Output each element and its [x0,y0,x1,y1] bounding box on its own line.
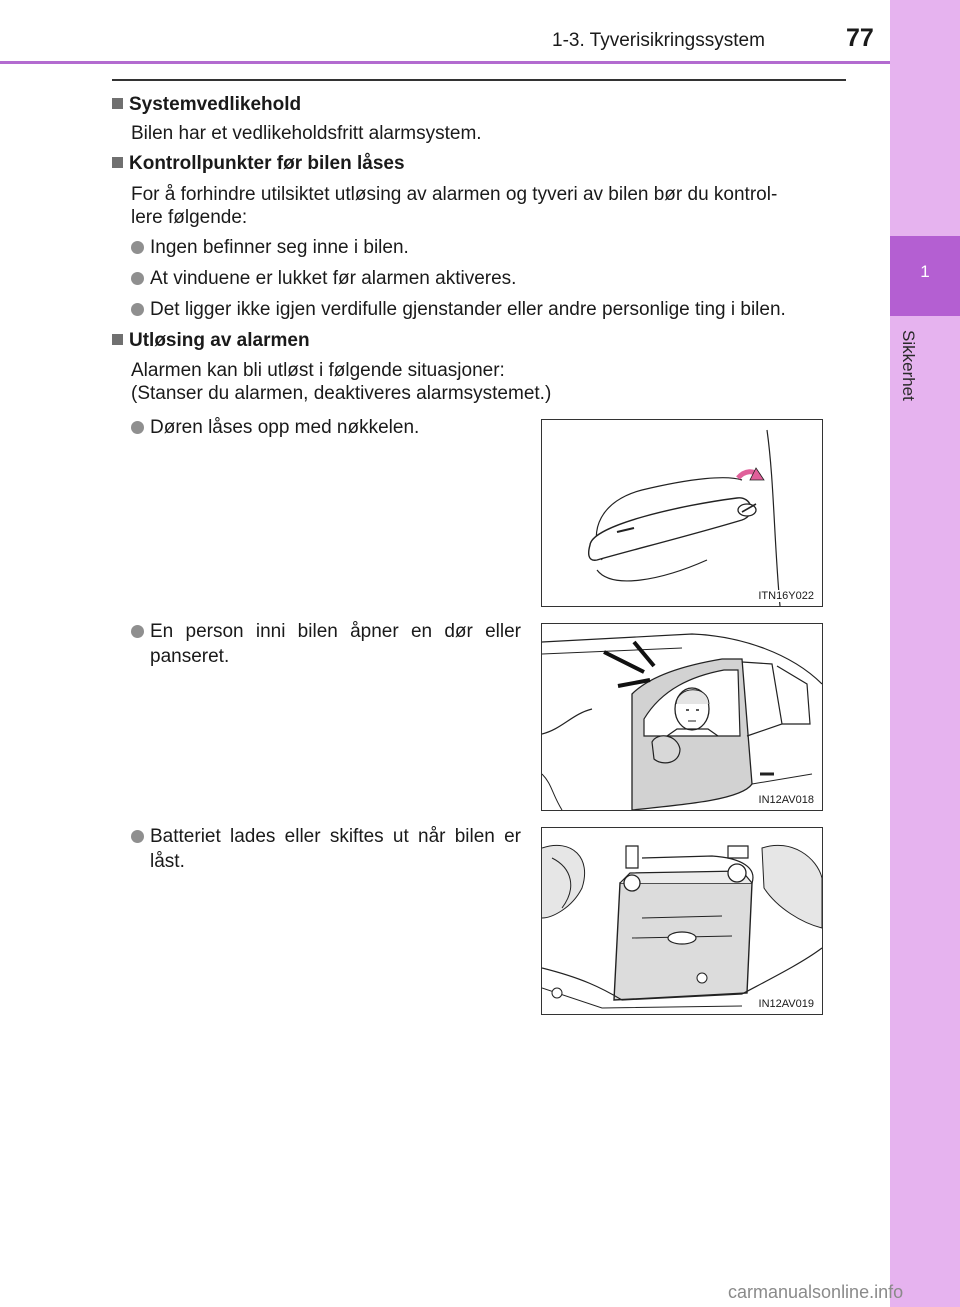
list-item [131,267,516,290]
square-bullet-icon [112,157,123,168]
figure-battery-engine-bay [541,827,823,1015]
square-bullet-icon [112,98,123,109]
figure-person-opening-door [541,623,823,811]
chapter-number: 1 [920,262,930,281]
list-item-text: Døren låses opp med nøkkelen. [150,417,420,438]
paragraph-line: lere følgende: [131,207,248,228]
paragraph: Bilen har et vedlikeholdsfritt alarmsystem. [131,123,482,144]
heading-kontrollpunkter [112,152,405,175]
list-item-text: Batteriet lades eller skiftes ut når bilen er [150,826,521,847]
list-item [131,620,521,643]
header-divider [0,61,890,64]
list-item-text: En person inni bilen åpner en dør eller [150,621,521,642]
heading-text: Systemvedlikehold [129,94,302,115]
list-item [131,825,521,848]
figure-code: IN12AV018 [758,794,814,806]
paragraph-line: Alarmen kan bli utløst i følgende situasjoner: [131,360,505,381]
bullet-dot-icon [131,272,144,285]
chapter-name: Sikkerhet [899,330,918,401]
figure-code: ITN16Y022 [758,590,814,602]
list-item [131,236,409,259]
heading-systemvedlikehold [112,93,301,116]
bullet-dot-icon [131,625,144,638]
heading-text: Kontrollpunkter før bilen låses [129,153,405,174]
bullet-dot-icon [131,241,144,254]
list-item [131,416,419,439]
list-item-text: Det ligger ikke igjen verdifulle gjenstander eller andre personlige ting i bilen. [150,299,786,320]
paragraph-line: (Stanser du alarmen, deaktiveres alarmsystemet.) [131,383,552,404]
bullet-dot-icon [131,303,144,316]
figure-code: IN12AV019 [758,998,814,1010]
list-item-text: Ingen befinner seg inne i bilen. [150,237,409,258]
chapter-sidebar [890,0,960,1307]
list-item-continuation: panseret. [150,646,230,667]
list-item [131,298,786,321]
paragraph-line: For å forhindre utilsiktet utløsing av alarmen og tyveri av bilen bør du kontrol- [131,184,778,205]
list-item-continuation: låst. [150,851,185,872]
heading-utlosing [112,329,310,352]
section-title: 1-3. Tyverisikringssystem [552,30,765,51]
heading-text: Utløsing av alarmen [129,330,310,351]
list-item-text: At vinduene er lukket før alarmen aktiveres. [150,268,517,289]
bullet-dot-icon [131,421,144,434]
content-top-rule [112,79,846,81]
battery-engine-bay-illustration [542,828,822,1014]
square-bullet-icon [112,334,123,345]
watermark[interactable]: carmanualsonline.info [728,1282,904,1302]
page-number: 77 [846,24,874,52]
door-handle-key-illustration [542,420,822,606]
figure-door-handle [541,419,823,607]
person-opening-door-illustration [542,624,822,810]
bullet-dot-icon [131,830,144,843]
